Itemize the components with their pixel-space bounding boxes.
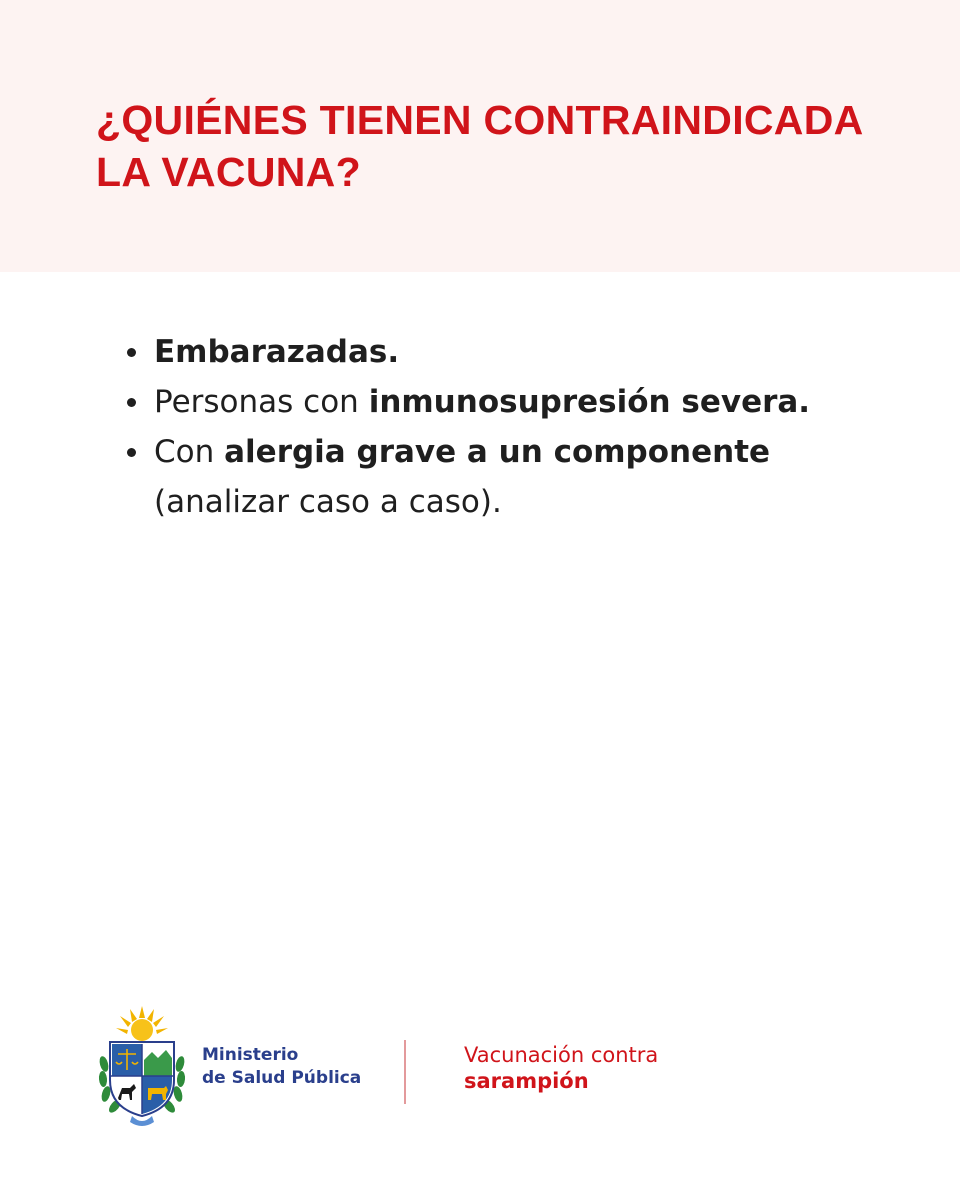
list-item-bold: alergia grave a un componente: [224, 434, 771, 470]
list-item: [154, 427, 914, 527]
page-title: [96, 94, 896, 198]
list-item-bold: inmunosupresión severa.: [368, 384, 811, 420]
footer-divider: [404, 1040, 406, 1104]
ministry-line-1: Ministerio: [202, 1045, 299, 1065]
list-item: [154, 327, 914, 377]
footer: [0, 1000, 960, 1140]
list-item-suffix: (analizar caso a caso).: [154, 484, 502, 520]
ministry-name: [202, 1044, 361, 1090]
ministry-line-2: de Salud Pública: [202, 1068, 362, 1088]
campaign-line-2: sarampión: [464, 1069, 589, 1093]
header-banner: [0, 0, 960, 272]
coat-of-arms-icon: [96, 1004, 188, 1126]
campaign-name: [464, 1042, 658, 1094]
list-item-prefix: Con: [154, 434, 225, 470]
title-line-2: LA VACUNA?: [96, 149, 361, 195]
title-line-1: ¿QUIÉNES TIENEN CONTRAINDICADA: [96, 97, 864, 143]
list-item-bold: Embarazadas.: [154, 334, 400, 370]
contraindications-list: [154, 327, 914, 527]
list-item: [154, 377, 914, 427]
campaign-line-1: Vacunación contra: [464, 1043, 659, 1067]
list-item-prefix: Personas con: [154, 384, 369, 420]
